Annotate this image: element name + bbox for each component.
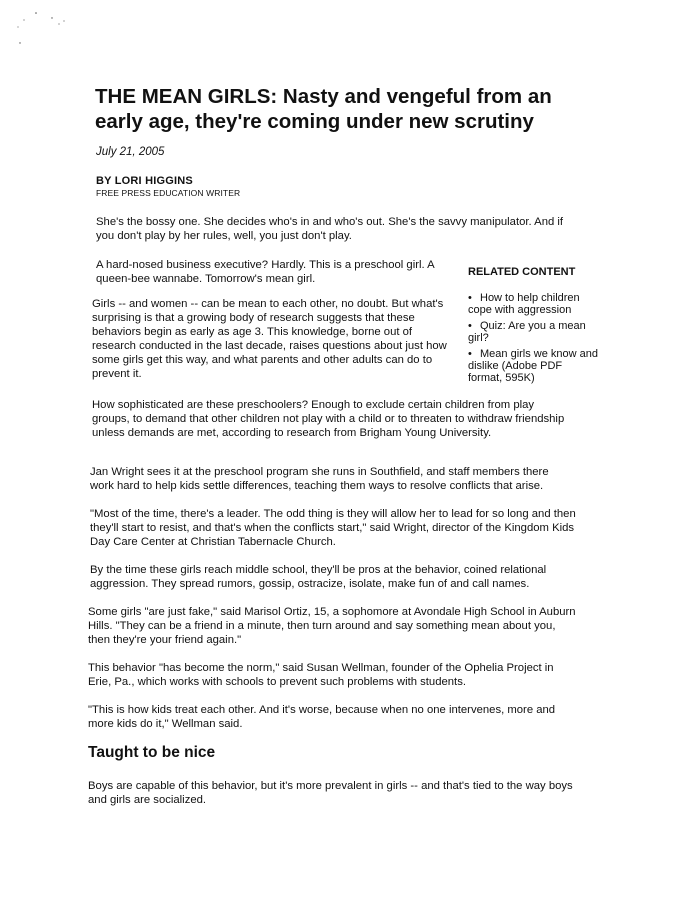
related-link-quiz[interactable] — [468, 320, 598, 344]
bullet-icon: • — [468, 320, 472, 332]
paragraph: Some girls "are just fake," said Marisol Ortiz, 15, a sophomore at Avondale High School in Auburn Hills. "They can be a friend in a minute, then turn around and say something mean about you, then they're your friend again." — [88, 606, 576, 646]
scan-specks — [14, 10, 74, 50]
section-heading: Taught to be nice — [88, 744, 216, 761]
headline: THE MEAN GIRLS: Nasty and vengeful from an early age, they're coming under new scrutiny — [95, 85, 552, 133]
paragraph: This behavior "has become the norm," said Susan Wellman, founder of the Ophelia Project in Erie, Pa., which works with schools to prevent such problems with students. — [88, 662, 554, 688]
paragraph: A hard-nosed business executive? Hardly. This is a preschool girl. A queen-bee wannabe. Tomorrow's mean girl. — [96, 259, 435, 285]
related-content-sidebar — [468, 266, 598, 384]
related-link-label: How to help children cope with aggression — [468, 292, 580, 316]
paragraph: Girls -- and women -- can be mean to each other, no doubt. But what's surprising is that a growing body of research suggests that these behaviors begin as early as age 3. This knowledge, borne out of research conducted in the last decade, raises questions about just how some girls get this way, and what parents and other adults can do to prevent it. — [92, 298, 447, 380]
paragraph: "Most of the time, there's a leader. The odd thing is they will allow her to lead for so long and then they'll start to resist, and that's when the conflicts start," said Wright, director of the Kingdom Kids Day Care Center at Christian Tabernacle Church. — [90, 508, 576, 548]
byline: BY LORI HIGGINS — [96, 175, 193, 187]
related-link-label: Quiz: Are you a mean girl? — [468, 320, 586, 344]
related-link-label: Mean girls we know and dislike (Adobe PDF format, 595K) — [468, 348, 599, 384]
related-content-title: RELATED CONTENT — [468, 266, 576, 278]
bullet-icon: • — [468, 348, 472, 360]
paragraph: How sophisticated are these preschoolers? Enough to exclude certain children from play groups, to demand that other children not play with a child or to threaten to withdraw friendship unless demands are met, according to research from Brigham Young University. — [92, 399, 565, 439]
article-date: July 21, 2005 — [96, 146, 165, 158]
author-role: FREE PRESS EDUCATION WRITER — [96, 188, 241, 198]
bullet-icon: • — [468, 292, 472, 304]
related-link-coping[interactable] — [468, 292, 598, 316]
related-link-pdf[interactable] — [468, 348, 598, 384]
paragraph: By the time these girls reach middle school, they'll be pros at the behavior, coined relational aggression. They spread rumors, gossip, ostracize, isolate, make fun of and call names. — [90, 564, 547, 590]
related-content-list — [468, 292, 598, 384]
paragraph: Jan Wright sees it at the preschool program she runs in Southfield, and staff members there work hard to help kids settle differences, teaching them ways to resolve conflicts that arise. — [90, 466, 549, 492]
paragraph: "This is how kids treat each other. And it's worse, because when no one intervenes, more and more kids do it," Wellman said. — [88, 704, 556, 730]
paragraph: She's the bossy one. She decides who's in and who's out. She's the savvy manipulator. And if you don't play by her rules, well, you just don't play. — [96, 216, 564, 242]
paragraph: Boys are capable of this behavior, but it's more prevalent in girls -- and that's tied to the way boys and girls are socialized. — [88, 780, 573, 806]
